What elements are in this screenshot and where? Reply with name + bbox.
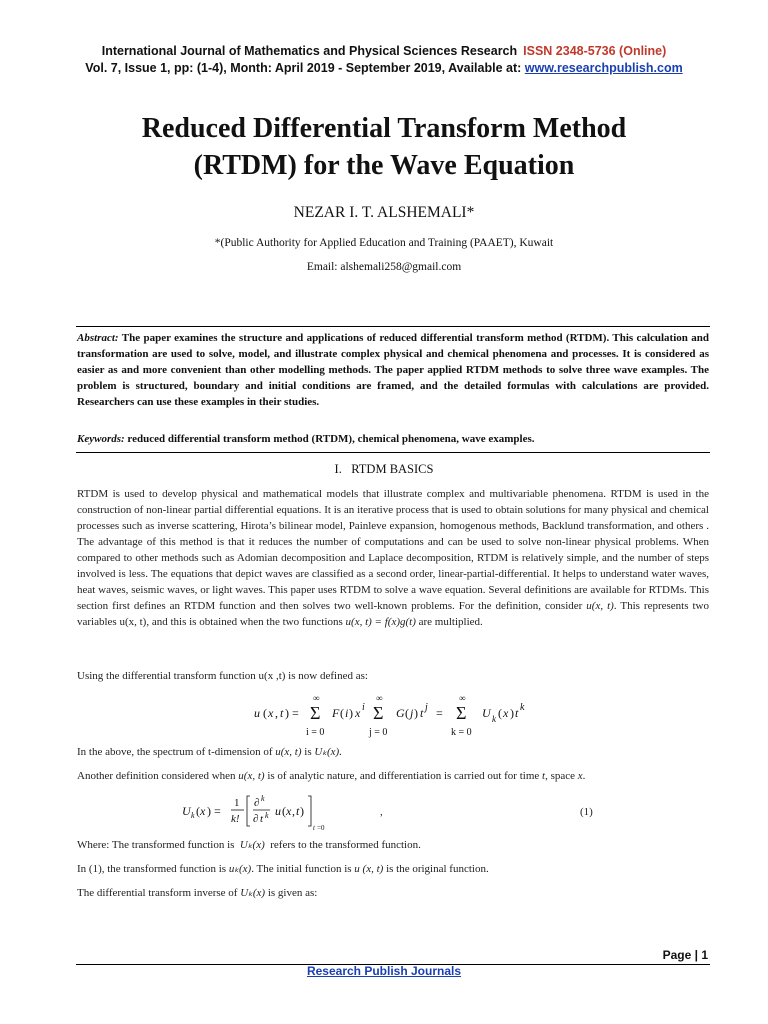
page-number: Page | 1	[662, 948, 708, 962]
issn: ISSN 2348-5736 (Online)	[523, 44, 667, 58]
svg-text:): )	[300, 804, 304, 818]
svg-text:k: k	[520, 702, 525, 713]
svg-text:Σ: Σ	[373, 703, 384, 723]
svg-text:(: (	[263, 706, 267, 720]
section-number: I.	[334, 462, 342, 476]
svg-text:k: k	[261, 794, 265, 803]
section-title: RTDM BASICS	[351, 462, 434, 476]
svg-text:u: u	[254, 706, 260, 720]
abstract	[77, 330, 709, 410]
svg-text:u: u	[275, 804, 281, 818]
inline-math: u (x, t)	[354, 863, 384, 875]
svg-text:t: t	[296, 804, 300, 818]
svg-text:i: i	[345, 706, 349, 720]
paragraph-inverse	[77, 886, 709, 899]
paragraph-text: In the above, the spectrum of t-dimension of	[77, 746, 273, 758]
keywords	[77, 433, 709, 445]
svg-text:,: ,	[275, 706, 278, 720]
svg-text:k: k	[191, 811, 195, 820]
inline-math: Uₖ(x).	[314, 746, 342, 758]
email: Email: alshemali258@gmail.com	[306, 261, 462, 273]
equation-comma: ,	[380, 806, 383, 818]
inline-math: Uₖ(x)	[240, 887, 266, 899]
journal-name: International Journal of Mathematics and Physical Sciences Research	[101, 44, 518, 58]
svg-text:U: U	[182, 804, 191, 818]
publisher-footer	[0, 964, 768, 978]
equation-number: (1)	[580, 806, 593, 818]
publisher-link[interactable]: Research Publish Journals	[306, 964, 462, 978]
svg-text:i = 0: i = 0	[306, 727, 325, 738]
paragraph-text: In (1), the transformed function is	[77, 863, 227, 875]
inline-math: uₖ(x)	[228, 863, 252, 875]
paragraph-text: is given as:	[267, 887, 318, 899]
volume-info: Vol. 7, Issue 1, pp: (1-4), Month: April 2019 - September 2019, Available at:	[85, 61, 522, 75]
svg-text:Σ: Σ	[456, 703, 467, 723]
paper-title	[0, 110, 768, 184]
volume-line	[0, 61, 768, 75]
svg-text:x: x	[200, 804, 206, 818]
svg-text:j: j	[410, 706, 414, 720]
svg-text:j = 0: j = 0	[369, 727, 388, 738]
paragraph-text: Another definition considered when	[77, 770, 236, 782]
paragraph-definition: Using the differential transform function u(x ,t) is now defined as:	[77, 670, 368, 682]
svg-text:G: G	[396, 706, 405, 720]
paragraph-spectrum	[77, 745, 709, 758]
journal-url-link[interactable]: www.researchpublish.com	[524, 61, 683, 75]
title-line-2: (RTDM) for the Wave Equation	[193, 150, 575, 181]
svg-text:∞: ∞	[376, 693, 383, 703]
paragraph-text: Where: The transformed function is	[77, 839, 235, 851]
svg-text:t: t	[420, 706, 424, 720]
paragraph-text: RTDM is used to develop physical and mathematical models that illustrate complex and multivariable phenomena. RTDM is used in the construction of non-linear partial differential equations. It is an iterative process that is used to obtain solutions for many physical and chemical processes such as inverse scattering, Hirota’s bilinear model, Painleve expansion, homogenous methods, Backlund transformation, and others . The advantage of this method is that it reduces the number of computations and can be used to solve non-linear physical problems. When compared to other methods such as Adomian decomposition and Laplace decomposition, RTDM is relatively simple, and the number of steps involved is less. The equations that depict waves are classified as a second order, linear-partial-differential. It helps to understand water waves, heat waves, seismic waves, or light waves. This paper uses RTDM to solve a wave equation. Several definitions are available for RTDMs. This section first defines an RTDM function and then solves two well-known problems. For the definition, consider	[77, 488, 709, 612]
affiliation: *(Public Authority for Applied Education and Training (PAAET), Kuwait	[214, 237, 554, 249]
abstract-label: Abstract:	[77, 332, 119, 344]
keywords-text: reduced differential transform method (RTDM), chemical phenomena, wave examples.	[127, 433, 535, 445]
svg-text:∞: ∞	[459, 693, 466, 703]
svg-text:(: (	[498, 706, 502, 720]
author: NEZAR I. T. ALSHEMALI*	[293, 204, 475, 221]
journal-header	[0, 44, 768, 58]
svg-text:x: x	[286, 804, 292, 818]
svg-text:) =: ) =	[285, 706, 299, 720]
paragraph-text: refers to the transformed function.	[270, 839, 421, 851]
inline-math: x	[577, 770, 583, 782]
svg-text:(: (	[405, 706, 409, 720]
paragraph-text: . The initial function is	[251, 863, 352, 875]
svg-text:): )	[349, 706, 353, 720]
svg-text:k: k	[265, 811, 269, 820]
inline-math: u(x, t)	[275, 746, 302, 758]
abstract-text: The paper examines the structure and applications of reduced differential transform method (RTDM). This calculation and transformation are used to solve, model, and illustrate complex physical and chemical phenomena and processes. It is considered as easier as and more convenient than other modelling methods. The paper applied RTDM methods to solve three wave examples. The problem is structured, boundary and initial conditions are framed, and the detailed formulas with calculations are provided. Researchers can use these examples in their studies.	[77, 332, 709, 408]
svg-text:) =: ) =	[207, 804, 221, 818]
inline-math: u(x, t)	[586, 600, 614, 612]
paragraph-intro	[77, 486, 709, 630]
svg-text:x: x	[503, 706, 509, 720]
svg-text:j: j	[425, 702, 428, 713]
svg-text:k: k	[492, 714, 496, 724]
paragraph-analytic: Another definition considered when u(x, t) is of analytic nature, and differentiation is carried out for time t, space x.	[77, 770, 586, 782]
paragraph-text: is	[304, 746, 312, 758]
inline-math: Uₖ(x)	[239, 839, 265, 851]
paragraph-text: is of analytic nature, and differentiation is carried out for time	[267, 770, 540, 782]
paragraph-text: is the original function.	[386, 863, 489, 875]
paragraph-text: . This represents two variables u(x, t), and this is obtained when the two functions	[77, 600, 709, 628]
svg-text:i: i	[362, 702, 365, 713]
equation-1	[180, 788, 360, 834]
svg-text:(: (	[282, 804, 286, 818]
divider	[76, 326, 710, 327]
paragraph-text: The differential transform inverse of	[77, 887, 238, 899]
svg-text:1: 1	[234, 797, 240, 809]
section-heading	[0, 462, 768, 477]
title-line-1: Reduced Differential Transform Method	[141, 113, 627, 144]
divider	[76, 452, 710, 453]
paragraph-where	[77, 838, 709, 851]
svg-text:k = 0: k = 0	[451, 727, 472, 738]
paragraph-text: are multiplied.	[418, 616, 483, 628]
svg-text:(: (	[340, 706, 344, 720]
svg-text:k!: k!	[231, 813, 240, 825]
inline-math: t	[542, 770, 546, 782]
svg-text:Σ: Σ	[310, 703, 321, 723]
svg-text:∂: ∂	[253, 813, 259, 825]
svg-text:t: t	[313, 824, 315, 832]
svg-text:∂: ∂	[254, 797, 260, 809]
equation-series	[250, 692, 550, 740]
svg-text:t: t	[280, 706, 284, 720]
svg-text:t: t	[515, 706, 519, 720]
paragraph-transformed	[77, 862, 709, 875]
svg-text:,: ,	[292, 804, 295, 818]
paragraph-text: , space	[545, 770, 576, 782]
inline-math: u(x, t)	[238, 770, 265, 782]
svg-text:(: (	[196, 804, 200, 818]
svg-text:F: F	[332, 706, 340, 720]
keywords-label: Keywords:	[77, 433, 125, 445]
svg-text:x: x	[268, 706, 274, 720]
svg-text:=: =	[436, 706, 443, 720]
svg-text:=0: =0	[317, 824, 325, 832]
svg-text:x: x	[355, 706, 361, 720]
svg-text:): )	[414, 706, 418, 720]
svg-text:): )	[510, 706, 514, 720]
svg-text:t: t	[260, 813, 264, 825]
inline-math: u(x, t) = f(x)g(t)	[345, 616, 416, 628]
svg-text:∞: ∞	[313, 693, 320, 703]
svg-text:U: U	[482, 706, 491, 720]
